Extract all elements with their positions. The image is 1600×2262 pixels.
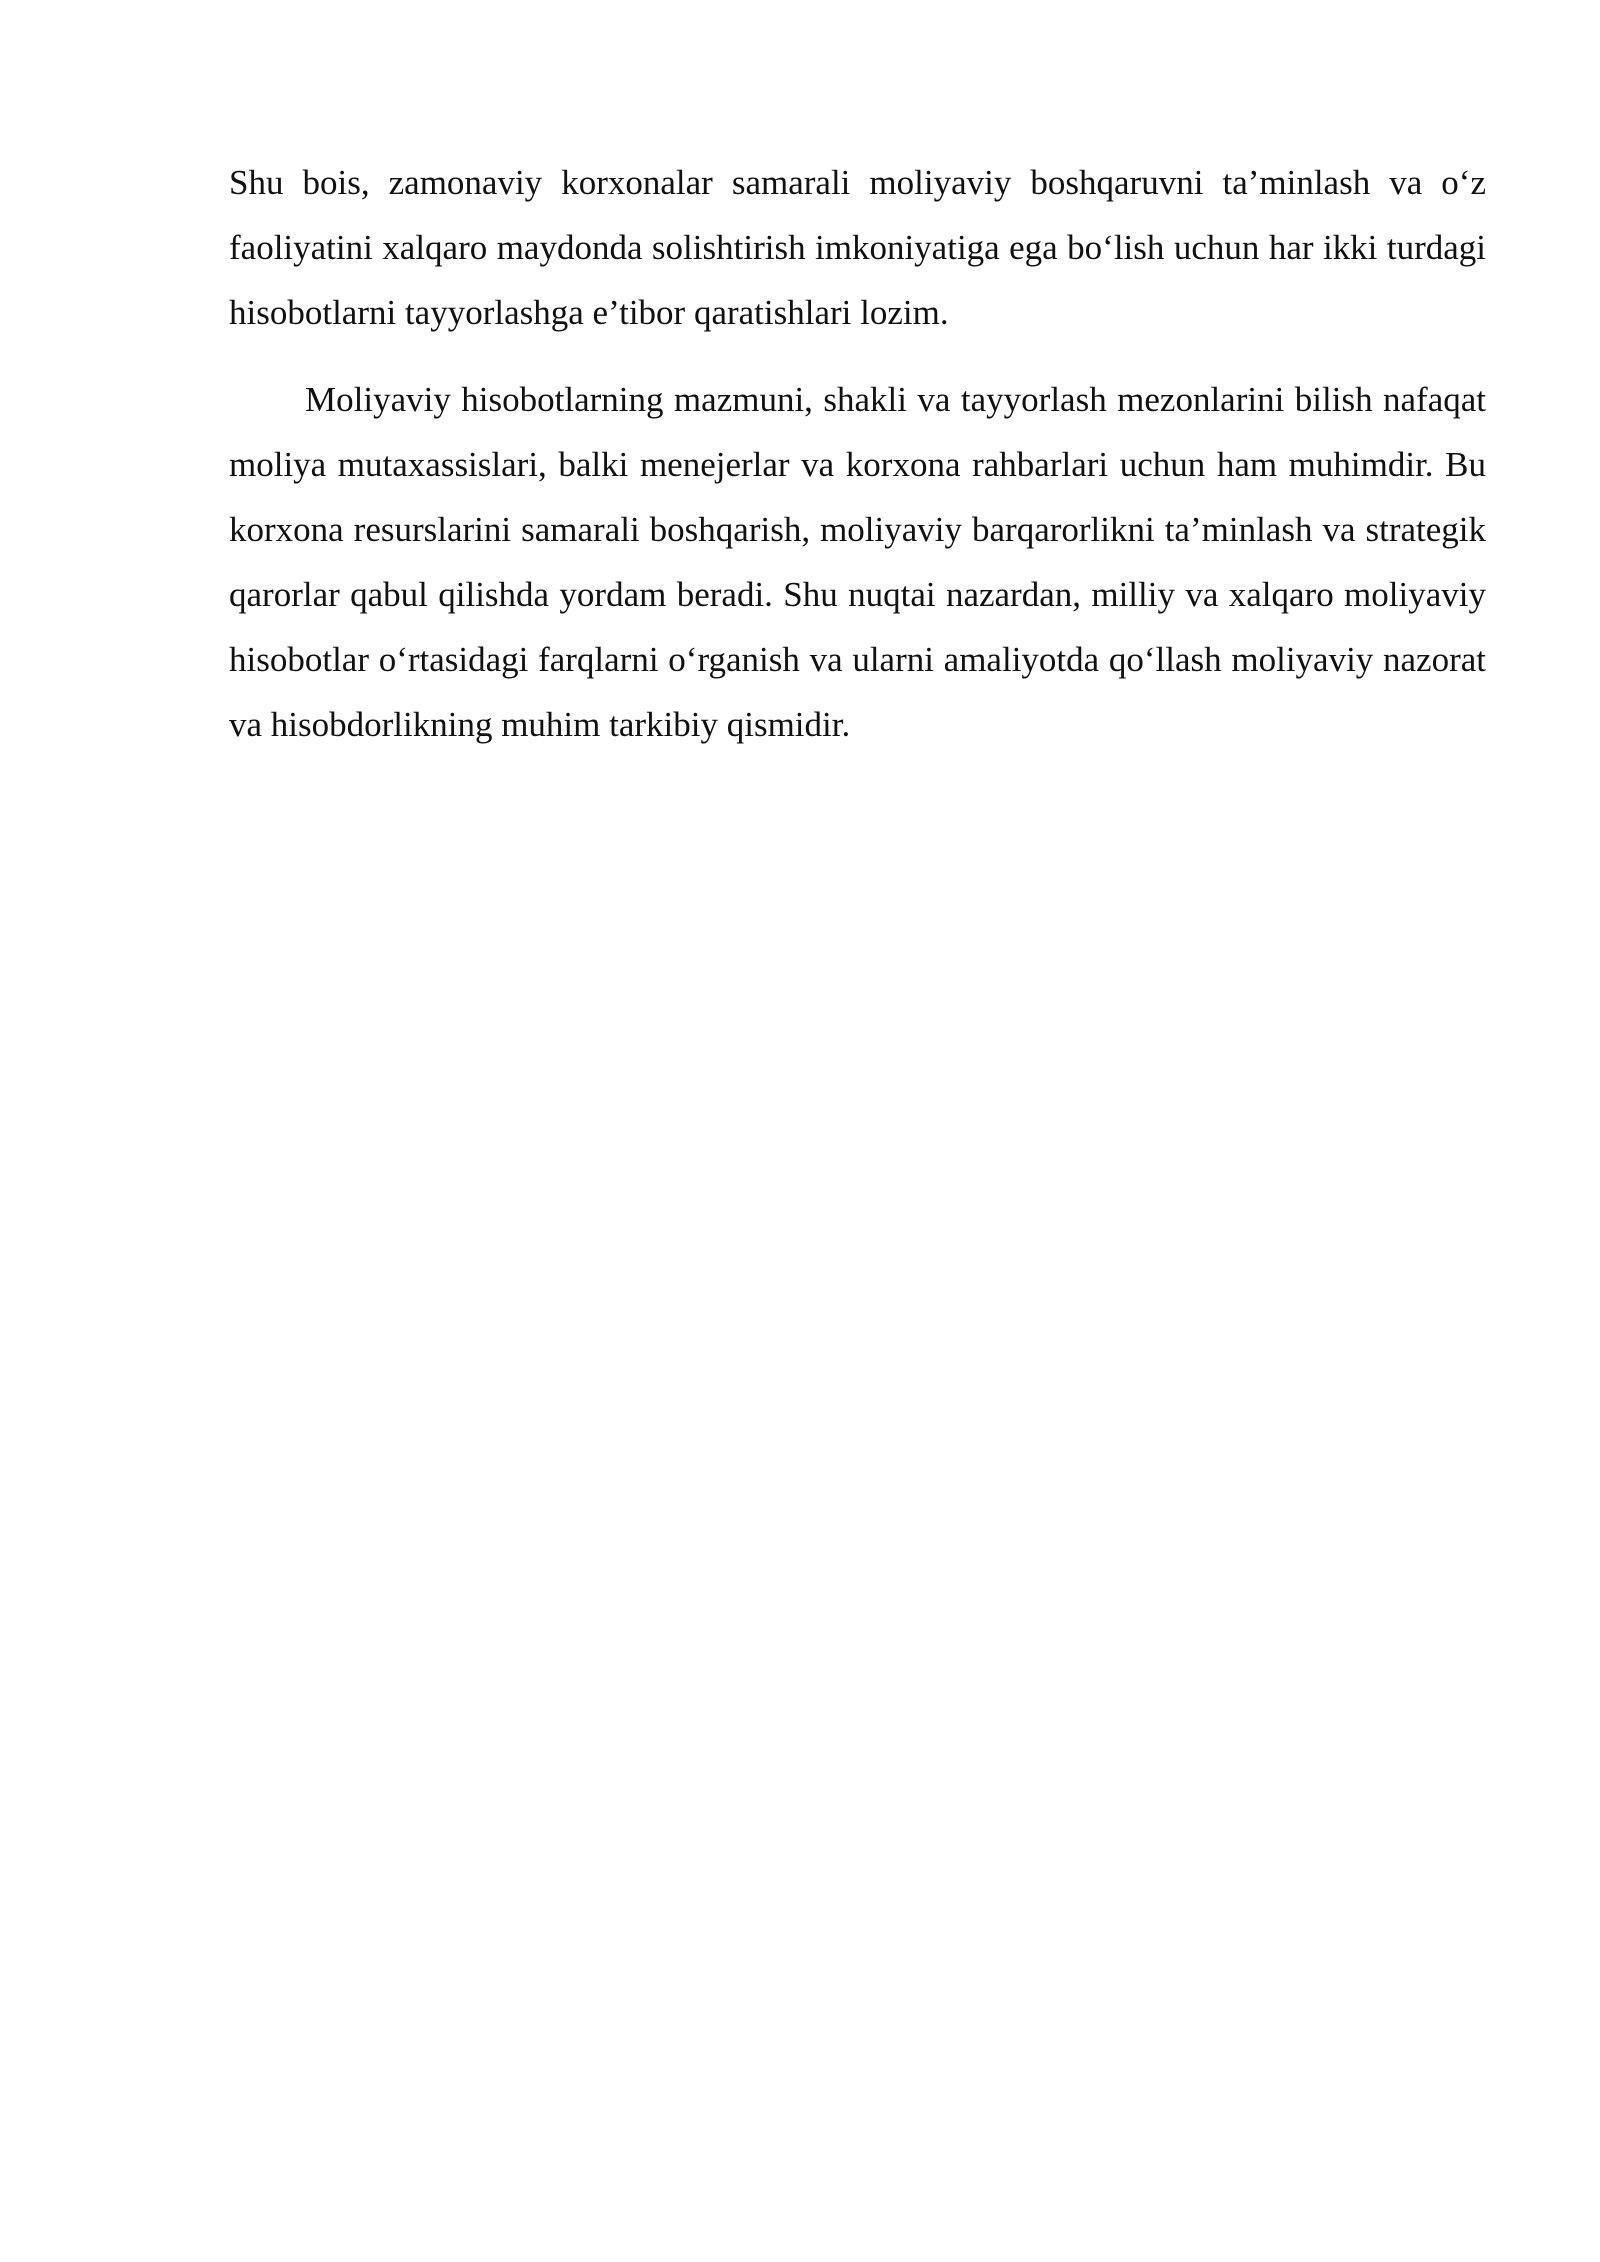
paragraph-1: Shu bois, zamonaviy korxonalar samarali moliyaviy boshqaruvni ta’minlash va o‘z faoliyatini xalqaro maydonda solishtirish imkoniyatiga ega bo‘lish uchun har ikki turdagi hisobotlarni tayyorlashga e’tibor qaratishlari lozim. [229,163,1486,332]
paragraph-2: Moliyaviy hisobotlarning mazmuni, shakli va tayyorlash mezonlarini bilish nafaqat moliya mutaxassislari, balki menejerlar va korxona rahbarlari uchun ham muhimdir. Bu korxona resurslarini samarali boshqarish, moliyaviy barqarorlikni ta’minlash va strategik qarorlar qabul qilishda yordam beradi. Shu nuqtai nazardan, milliy va xalqaro moliyaviy hisobotlar o‘rtasidagi farqlarni o‘rganish va ularni amaliyotda qo‘llash moliyaviy nazorat va hisobdorlikning muhim tarkibiy qismidir. [229,380,1486,744]
body-text [229,150,1486,757]
